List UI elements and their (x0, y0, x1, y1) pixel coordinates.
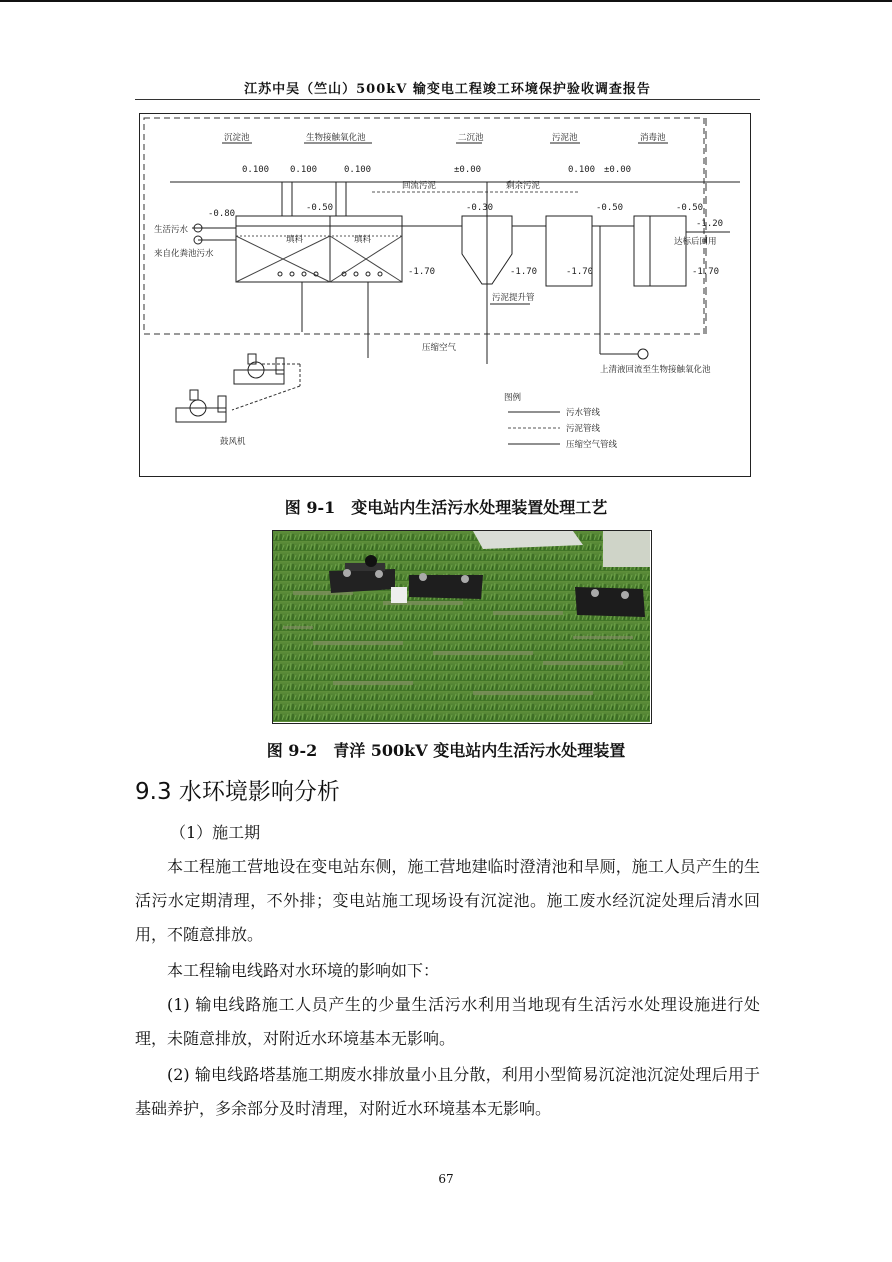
label-tank4: 污泥池 (552, 133, 578, 143)
device-box-3 (575, 587, 645, 617)
label-inlet-2: 来自化粪池污水 (154, 249, 214, 259)
label-inlet-1: 生活污水 (154, 225, 189, 235)
label-tank1: 沉淀池 (224, 133, 250, 143)
level-a: -0.80 (208, 209, 236, 219)
label-tank3: 二沉池 (458, 133, 484, 143)
legend-label-2: 污泥管线 (566, 424, 601, 434)
tank-disinfection (634, 216, 686, 286)
label-fill-2: 填料 (354, 235, 372, 245)
figure-1-caption: 图 9-1 变电站内生活污水处理装置处理工艺 (284, 498, 608, 517)
header-divider (135, 99, 760, 100)
process-diagram (139, 113, 751, 477)
level-d: -0.50 (596, 203, 624, 213)
level-top-5: 0.100 (568, 165, 596, 175)
level-e: -0.50 (676, 203, 704, 213)
level-b: -0.50 (306, 203, 334, 213)
label-outflow: 达标后回用 (674, 237, 717, 247)
level-top-1: 0.100 (242, 165, 270, 175)
subheading-construction: （1）施工期 (170, 823, 261, 842)
paragraph-2: 本工程输电线路对水环境的影响如下： (167, 961, 440, 980)
level-top-6: ±0.00 (604, 165, 632, 175)
level-top-2: 0.100 (290, 165, 318, 175)
paragraph-4: (2) 输电线路塔基施工期废水排放量小且分散，利用小型简易沉淀池沉淀处理后用于基础养护，多余部分及时清理，对附近水环境基本无影响。 (135, 1065, 760, 1118)
photo-treatment-device (272, 530, 652, 724)
figure-2-caption: 图 9-2 青洋 500kV 变电站内生活污水处理装置 (266, 741, 626, 760)
level-c: -0.30 (466, 203, 494, 213)
level-f: -1.20 (696, 219, 724, 229)
level-top-3: 0.100 (344, 165, 372, 175)
label-tank2: 生物接触氧化池 (306, 133, 366, 143)
blower-2 (176, 390, 226, 422)
level-i: -1.70 (566, 267, 594, 277)
legend-label-3: 压缩空气管线 (566, 440, 618, 450)
blower-1 (234, 354, 284, 384)
process-diagram-svg (140, 114, 749, 475)
label-flow2: 剩余污泥 (506, 181, 541, 191)
page-header: 江苏中吴（竺山）500kV 输变电工程竣工环境保护验收调查报告 (244, 82, 651, 97)
paragraph-3: (1) 输电线路施工人员产生的少量生活污水利用当地现有生活污水处理设施进行处理，未随意排放，对附近水环境基本无影响。 (135, 995, 760, 1048)
legend-label-1: 污水管线 (566, 408, 601, 418)
label-air: 压缩空气 (422, 343, 457, 353)
section-heading: 9.3 水环境影响分析 (135, 779, 340, 805)
level-h: -1.70 (510, 267, 538, 277)
device-box-2 (409, 573, 483, 599)
level-j: -1.70 (692, 267, 720, 277)
label-fill-1: 填料 (286, 235, 304, 245)
label-tank5: 消毒池 (640, 133, 666, 143)
page-top-border (0, 0, 892, 2)
level-g: -1.70 (408, 267, 436, 277)
level-top-4: ±0.00 (454, 165, 482, 175)
paragraph-1: 本工程施工营地设在变电站东侧，施工营地建临时澄清池和旱厕，施工人员产生的生活污水定期清理，不外排；变电站施工现场设有沉淀池。施工废水经沉淀处理后清水回用，不随意排放。 (135, 857, 760, 944)
label-sludge-out: 污泥提升管 (492, 293, 535, 303)
label-flow1: 回流污泥 (402, 181, 437, 191)
photo-svg (273, 531, 650, 722)
page-number: 67 (438, 1172, 454, 1186)
label-blower: 鼓风机 (220, 437, 246, 447)
legend-title: 图例 (504, 393, 522, 403)
label-supernatant: 上清液回流至生物接触氧化池 (600, 365, 711, 375)
